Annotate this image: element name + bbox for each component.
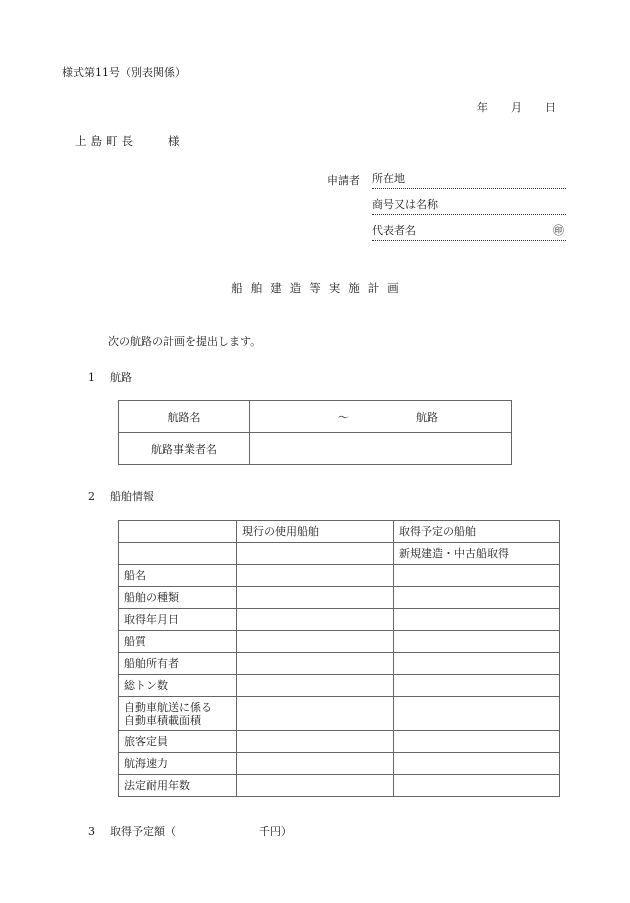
current-vessel-cell[interactable] [237, 587, 394, 609]
table-row [119, 697, 560, 731]
planned-vessel-cell[interactable] [394, 587, 560, 609]
section-1-title: 航路 [110, 371, 132, 384]
planned-vessel-cell[interactable] [394, 653, 560, 675]
section-1-number: 1 [88, 371, 95, 384]
row-label: 船名 [119, 565, 237, 587]
seal-icon: ㊞ [553, 224, 564, 237]
tilde-separator: ～ [338, 411, 349, 424]
company-name-label: 商号又は名称 [372, 198, 438, 211]
route-operator-input[interactable] [250, 433, 512, 465]
row-label: 総トン数 [119, 675, 237, 697]
table-row [119, 433, 512, 465]
table-header-row [119, 521, 560, 543]
row-label: 船舶の種類 [119, 587, 237, 609]
current-vessel-cell[interactable] [237, 631, 394, 653]
current-vessel-cell[interactable] [237, 775, 394, 797]
current-vessel-cell[interactable] [237, 609, 394, 631]
table-subheader-row [119, 543, 560, 565]
row-label: 旅客定員 [119, 731, 237, 753]
row-label-line-2: 自動車積載面積 [124, 713, 201, 727]
route-name-label: 航路名 [119, 401, 250, 433]
company-name-field[interactable] [372, 198, 566, 215]
section-1-heading [88, 369, 132, 385]
form-number: 様式第11号（別表関係） [62, 66, 186, 79]
table-row [119, 675, 560, 697]
planned-vessel-cell[interactable] [394, 609, 560, 631]
table-row [119, 587, 560, 609]
current-vessel-cell[interactable] [237, 697, 394, 731]
table-row [119, 775, 560, 797]
current-vessel-cell[interactable] [237, 731, 394, 753]
intro-text: 次の航路の計画を提出します。 [108, 335, 262, 348]
header-planned-vessel: 取得予定の船舶 [394, 521, 560, 543]
current-vessel-cell[interactable] [237, 753, 394, 775]
header-current-vessel: 現行の使用船舶 [237, 521, 394, 543]
subheader-blank-current [237, 543, 394, 565]
address-label: 所在地 [372, 172, 405, 185]
table-row [119, 753, 560, 775]
table-row [119, 401, 512, 433]
representative-label: 代表者名 [372, 224, 416, 237]
applicant-label: 申請者 [327, 174, 360, 187]
section-2-heading [88, 488, 154, 504]
date-day-label: 日 [545, 101, 556, 114]
route-name-input[interactable] [250, 401, 512, 433]
row-label [119, 697, 237, 731]
planned-vessel-cell[interactable] [394, 731, 560, 753]
section-3-number: 3 [88, 825, 95, 838]
route-suffix: 航路 [416, 411, 438, 424]
route-operator-label: 航路事業者名 [119, 433, 250, 465]
current-vessel-cell[interactable] [237, 653, 394, 675]
planned-vessel-cell[interactable] [394, 775, 560, 797]
document-title: 船舶建造等実施計画 [231, 281, 407, 295]
section-2-number: 2 [88, 490, 95, 503]
table-row [119, 653, 560, 675]
row-label: 船質 [119, 631, 237, 653]
section-3-heading [88, 823, 176, 839]
row-label: 取得年月日 [119, 609, 237, 631]
current-vessel-cell[interactable] [237, 675, 394, 697]
planned-vessel-cell[interactable] [394, 753, 560, 775]
planned-vessel-cell[interactable] [394, 631, 560, 653]
acquisition-amount-input[interactable] [176, 823, 256, 837]
planned-vessel-cell[interactable] [394, 675, 560, 697]
header-blank [119, 521, 237, 543]
planned-vessel-cell[interactable] [394, 697, 560, 731]
table-row [119, 731, 560, 753]
section-2-title: 船舶情報 [110, 490, 154, 503]
row-label: 法定耐用年数 [119, 775, 237, 797]
representative-field[interactable] [372, 224, 566, 241]
row-label: 船舶所有者 [119, 653, 237, 675]
planned-vessel-cell[interactable] [394, 565, 560, 587]
date-year-label: 年 [477, 101, 488, 114]
address-field[interactable] [372, 172, 566, 189]
addressee: 上島町長 様 [75, 134, 184, 148]
amount-unit: 千円） [259, 825, 292, 838]
subheader-blank [119, 543, 237, 565]
route-table [118, 400, 512, 465]
current-vessel-cell[interactable] [237, 565, 394, 587]
row-label-line-1: 自動車航送に係る [124, 700, 212, 714]
date-month-label: 月 [511, 101, 522, 114]
table-row [119, 609, 560, 631]
vessel-table [118, 520, 560, 797]
row-label: 航海速力 [119, 753, 237, 775]
table-row [119, 631, 560, 653]
table-row [119, 565, 560, 587]
section-3-title: 取得予定額（ [110, 825, 176, 838]
acquisition-type[interactable]: 新規建造・中古船取得 [394, 543, 560, 565]
